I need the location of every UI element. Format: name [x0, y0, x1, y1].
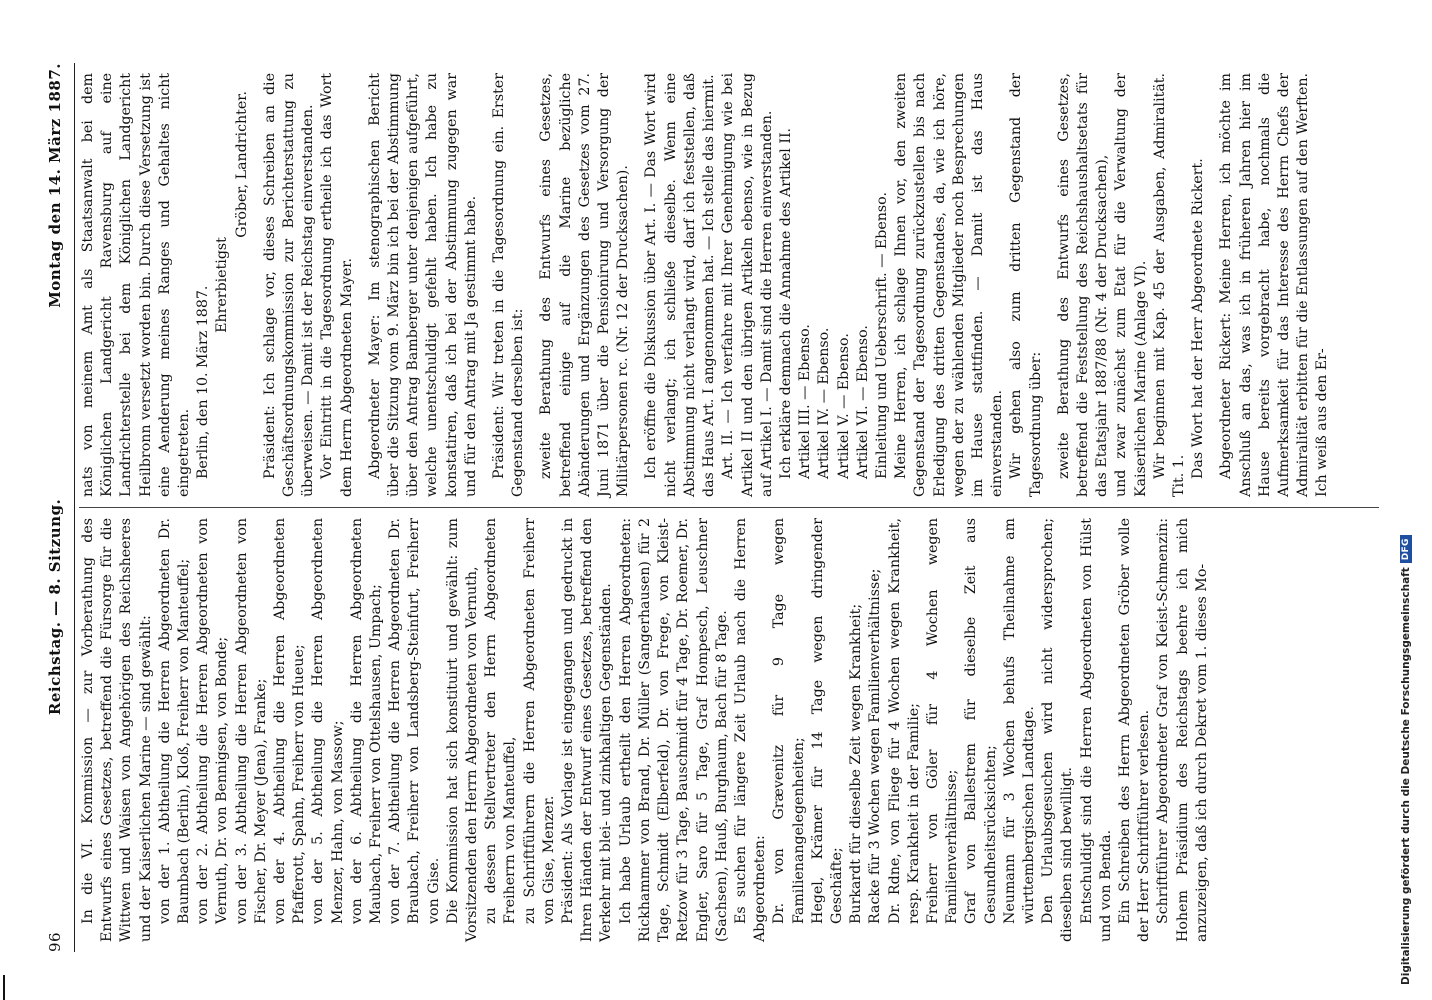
dfg-watermark [1400, 535, 1412, 985]
paragraph: Ich eröffne die Diskussion über Art. I. — Das Wort wird nicht verlangt; ich schließe dieselbe. Wenn eine Abstimmung nicht verlangt wird, darf ich feststellen, daß das Haus Art. I angenommen hat. — Ich stelle das hiermit. [643, 73, 718, 497]
watermark-text: Digitalisierung gefördert durch die Deutsche Forschungsgemeinschaft [1400, 567, 1412, 985]
rotated-document-page [40, 45, 1405, 970]
paragraph: Ein Schreiben des Herrn Abgeordneten Gröber wolle der Herr Schriftführer verlesen. [1116, 518, 1153, 942]
paragraph-spacer [1046, 73, 1055, 497]
paragraph: Abgeordneter Mayer: Im stenographischen Bericht über die Sitzung vom 9. März bin ich bei der Abstimmung über den Antrag Bamberger unter denjenigen aufgeführt, welche unentschuldigt gefehlt haben. Ich habe zu konstatiren, daß ich bei der Abstimmung zugegen war und für den Antrag mit Ja gestimmt habe. [366, 73, 479, 497]
text-columns [79, 63, 1379, 952]
paragraph: zweite Berathung des Entwurfs eines Gesetzes, betreffend einige auf die Marine bezügliche Abänderungen und Ergänzungen des Gesetzes vom 27. Juni 1871 über die Pensionirung und Versorgung der Militärpersonen rc. (Nr. 12 der Drucksachen). [538, 73, 632, 497]
right-column [79, 63, 1379, 507]
paragraph: Neumann für 3 Wochen behufs Theilnahme am württembergischen Landtage. [1001, 518, 1037, 924]
paragraph: Präsident: Als Vorlage ist eingegangen und gedruckt in Ihren Händen der Entwurf eines Gesetzes, betreffend den Verkehr mit blei- und zinkhaltigen Gegenständen. [560, 518, 615, 942]
paragraph: Abgeordneter Rickert: Meine Herren, ich möchte im Anschluß an das, was ich in früheren Jahren hier im Hause bereits vorgebracht habe, nochmals die Aufmerksamkeit für das Interesse des Herrn Chefs der Admiralität erbitten für die Entlassungen auf den Werften. Ich weiß aus den Er- [1218, 73, 1331, 497]
paragraph: Meine Herren, ich schlage Ihnen vor, den zweiten Gegenstand der Tagesordnung zurückzustellen bis nach Erledigung des dritten Gegenstandes, da, wie ich höre, wegen der zu wählenden Mitglieder noch Besprechungen im Hause stattfinden. — Damit ist das Haus einverstanden. [893, 73, 1006, 497]
paragraph: und zwar zunächst zum Etat für die Verwaltung der Kaiserlichen Marine (Anlage VI). [1113, 73, 1149, 497]
paragraph: Artikel III. — Ebenso. [797, 324, 814, 479]
paragraph: Freiherr von Göler für 4 Wochen wegen Familienverhältnisse; [924, 518, 961, 924]
paragraph: Art. II. — Ich verfahre mit Ihrer Genehmigung wie bei Artikel II und den übrigen Artikeln ebenso, wie in Bezug auf Artikel I. — Damit sind die Herren einverstanden. [720, 73, 775, 497]
header-date: Montag den 14. März 1887. [46, 63, 64, 308]
header-rule [74, 63, 75, 952]
paragraph: Artikel IV. — Ebenso. [816, 327, 833, 479]
paragraph: Wir gehen also zum dritten Gegenstand der Tagesordnung über: [1008, 73, 1044, 497]
left-column [79, 508, 1379, 952]
paragraph: Präsident: Wir treten in die Tagesordnung ein. Erster Gegenstand derselben ist: [491, 73, 527, 497]
paragraph: Präsident: Ich schlage vor, dieses Schreiben an die Geschäftsordnungskommission zur Berichterstattung zu überweisen. — Damit ist der Reichstag einverstanden. [261, 73, 317, 497]
column-divider [79, 507, 1379, 508]
paragraph: von der 6. Abtheilung die Herren Abgeordneten Maubach, Freiherr von Ottelshausen, Umpach; [348, 518, 385, 924]
paragraph: Schriftführer Abgeordneter Graf von Kleist-Schmenzin: Hohem Präsidium des Reichstags beehre ich mich anzuzeigen, daß ich durch Dekret vom 1. dieses Mo- [1155, 518, 1210, 942]
paragraph-spacer [481, 73, 490, 497]
paragraph: Wir beginnen mit Kap. 45 der Ausgaben, Admiralität. Tit. 1. [1151, 73, 1187, 497]
paragraph-spacer [633, 73, 642, 497]
paragraph: zu Schriftführern die Herren Abgeordneten Freiherr von Gise, Menzer. [521, 518, 557, 924]
paragraph-spacer [1208, 73, 1217, 497]
scan-edge-mark [3, 975, 5, 1000]
paragraph: Die Kommission hat sich konstituirt und gewählt: zum Vorsitzenden den Herrn Abgeordneten von Vernuth, [444, 518, 481, 942]
paragraph: Graf von Ballestrem für dieselbe Zeit aus Gesundheitsrücksichten; [963, 518, 999, 924]
paragraph: von der 5. Abtheilung die Herren Abgeordneten Menzer, Hahn, von Massow; [310, 518, 346, 924]
paragraph: zu dessen Stellvertreter den Herrn Abgeordneten Freiherrn von Manteuffel, [483, 518, 519, 924]
paragraph: Dr. von Grævenitz für 9 Tage wegen Familienangelegenheiten; [771, 518, 807, 924]
paragraph: von der 3. Abtheilung die Herren Abgeordneten von Fischer, Dr. Meyer (Jena), Franke; [233, 518, 269, 924]
paragraph: Burkardt für dieselbe Zeit wegen Krankheit; [848, 603, 865, 924]
paragraph: Artikel V. — Ebenso. [835, 333, 852, 479]
paragraph: Artikel VI. — Ebenso. [854, 325, 871, 479]
paragraph: Das Wort hat der Herr Abgeordnete Rickert. [1190, 158, 1207, 479]
paragraph: nats von meinem Amt als Staatsanwalt bei dem Königlichen Landgericht Ravensburg auf eine Landrichterstelle bei dem Königlichen Landgericht Heilbronn versetzt worden bin. Durch diese Versetzung ist eine Aenderung meines Ranges und Gehaltes nicht eingetreten. [80, 73, 193, 497]
paragraph: Berlin, den 10. März 1887. [195, 285, 212, 479]
paragraph-spacer [252, 73, 261, 497]
paragraph: Vor Eintritt in die Tagesordnung ertheile ich das Wort dem Herrn Abgeordneten Mayer. [319, 73, 355, 497]
paragraph: Gröber, Landrichter. [233, 91, 250, 238]
header-title: Reichstag. — 8. Sitzung. [46, 498, 64, 716]
paragraph: von der 7. Abtheilung die Herren Abgeordneten Dr. Braubach, Freiherr von Landsberg-Steinfurt, Freiherr von Gise. [387, 518, 442, 924]
dfg-logo: DFG [1400, 535, 1412, 563]
paragraph: von der 4. Abtheilung die Herren Abgeordneten Pfafferott, Spahn, Freiherr von Hueue; [272, 518, 308, 924]
paragraph: Es suchen für längere Zeit Urlaub nach die Herren Abgeordneten: [732, 518, 769, 942]
paragraph: von der 1. Abtheilung die Herren Abgeordneten Dr. Baumbach (Berlin), Kloß, Freiherr von Manteuffel; [156, 518, 193, 924]
paragraph: von der 2. Abtheilung die Herren Abgeordneten von Vernuth, Dr. von Bennigsen, von Bonde; [195, 518, 231, 924]
paragraph: Entschuldigt sind die Herren Abgeordneten von Hülst und von Benda. [1078, 518, 1114, 942]
paragraph: Ehrerbietigst [214, 237, 231, 333]
paragraph: Den Urlaubsgesuchen wird nicht widersprochen; dieselben sind bewilligt. [1040, 518, 1076, 942]
running-header [46, 63, 72, 952]
paragraph: Einleitung und Ueberschrift. — Ebenso. [873, 192, 890, 479]
paragraph: Dr. Rdne, von Fliege für 4 Wochen wegen Krankheit, resp. Krankheit in der Familie; [886, 518, 922, 924]
paragraph: Racke für 3 Wochen wegen Familienverhältnisse; [867, 568, 884, 924]
paragraph: Ich habe Urlaub ertheilt den Herren Abgeordneten: Rickhammer von Brand, Dr. Müller (Sangerhausen) für 2 Tage, Schmidt (Elberfeld), Dr. von Frege, von Kleist-Retzow für 3 Tage, Bauschmidt für 4 Tage, Dr. Roemer, Dr. Engler, Saro für 5 Tage, Graf Hompesch, Leuschner (Sachsen), Hauß, Burghaum, Bach für 8 Tage. [617, 518, 730, 942]
paragraph: In die VI. Kommission — zur Vorberathung des Entwurfs eines Gesetzes, betreffend die Fürsorge für die Wittwen und Waisen von Angehörigen des Reichsheeres und der Kaiserlichen Marine — sind gewählt: [80, 518, 154, 942]
paragraph: Hegel, Krämer für 14 Tage wegen dringender Geschäfte; [809, 518, 845, 924]
paragraph-spacer [357, 73, 366, 497]
paragraph: Ich erkläre demnach die Annahme des Artikel II. [777, 127, 794, 479]
paragraph-spacer [528, 73, 537, 497]
paragraph: zweite Berathung des Entwurfs eines Gesetzes, betreffend die Feststellung des Reichshaushaltsetats für das Etatsjahr 1887/88 (Nr. 4 der Drucksachen), [1055, 73, 1111, 497]
page-number: 96 [46, 931, 64, 952]
